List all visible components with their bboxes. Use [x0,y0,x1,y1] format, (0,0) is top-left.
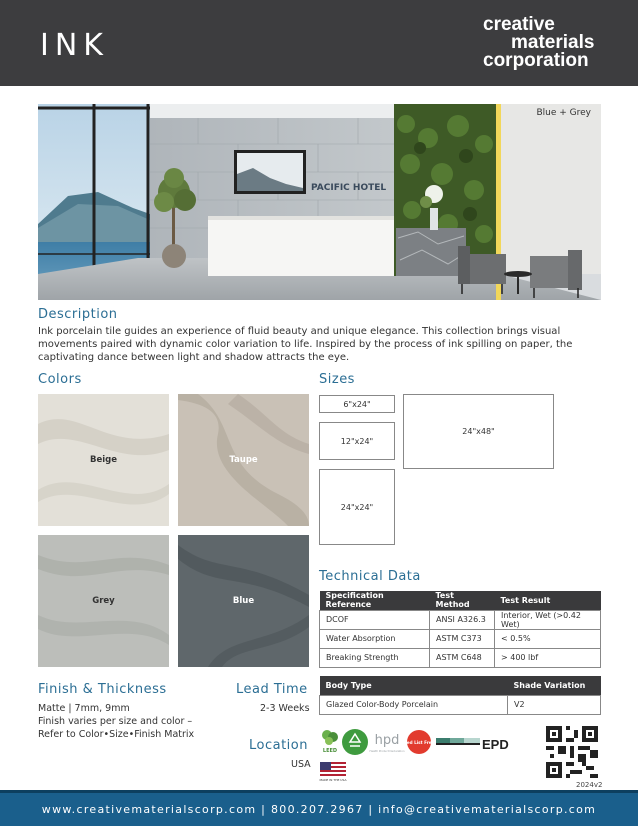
epd-logo-icon [436,735,522,753]
table-cell: > 400 lbf [495,648,601,667]
table-cell: ASTM C373 [430,629,495,648]
hpd-text: hpd [374,733,400,748]
swatch-beige [38,394,169,526]
lead-time-heading: Lead Time [236,682,308,697]
table-cell: Water Absorption [320,629,430,648]
finish-line-3: Refer to Color•Size•Finish Matrix [38,729,195,740]
qr-code-icon [546,726,598,778]
description-heading: Description [38,307,118,322]
recycle-logo-icon [341,728,369,756]
body-type-table [319,676,601,715]
lead-time-value: 2-3 Weeks [260,703,310,714]
swatch-grey [38,535,169,667]
table-cell: Glazed Color-Body Porcelain [320,695,508,714]
made-in-usa-text: MADE IN THE USA [319,778,347,782]
company-logo [483,16,594,70]
hero-caption: Blue + Grey [536,108,591,118]
finish-line-2: Finish varies per size and color – [38,716,193,727]
table-cell: ASTM C648 [430,648,495,667]
swatch-label: Beige [89,455,117,465]
technical-table [319,591,601,668]
swatch-taupe [178,394,309,526]
table-row [320,629,601,648]
finish-line-1: Matte | 7mm, 9mm [38,703,130,714]
logo-line-1: creative [483,14,555,35]
hero-image [38,104,601,300]
table-cell: Interior, Wet (>0.42 Wet) [495,610,601,629]
hpd-subtext: Health Product Declaration [369,750,405,753]
table-row [320,695,601,714]
table-header-row [320,591,601,610]
swatch-label: Grey [92,596,115,606]
red-list-text: Red List Free [403,740,435,745]
finish-heading: Finish & Thickness [38,682,167,697]
table-cell: Breaking Strength [320,648,430,667]
us-flag-icon [320,762,346,782]
location-heading: Location [249,738,308,753]
leed-logo-icon [320,728,340,754]
lobby-illustration [38,104,601,300]
hpd-logo-icon [370,728,404,756]
logo-line-3: corporation [483,50,589,71]
red-list-free-icon [403,729,435,755]
column-header: Body Type [320,676,508,695]
size-24x48: 24"x48" [403,394,554,469]
page-header [0,0,638,86]
logo-line-2: materials [511,32,595,53]
hotel-sign: PACIFIC HOTEL [311,183,387,193]
table-cell: V2 [508,695,601,714]
column-header: Shade Variation [508,676,601,695]
swatch-blue [178,535,309,667]
location-value: USA [291,759,311,770]
swatch-label: Taupe [229,455,258,465]
contact-info[interactable]: www.creativematerialscorp.com | 800.207.2967 | info@creativematerialscorp.com [41,803,597,816]
size-24x24: 24"x24" [319,469,395,545]
table-cell: ANSI A326.3 [430,610,495,629]
description-text: Ink porcelain tile guides an experience of fluid beauty and unique elegance. This collection brings visual movements paired with dynamic color variation to life. Inspired by the process of ink spilling on paper, the captivating dance between light and shadow attracts the eye. [38,326,573,363]
table-row [320,648,601,667]
table-header-row [320,676,601,695]
version-label: 2024v2 [576,781,603,789]
page-footer [0,790,638,826]
product-title: INK [40,28,109,63]
column-header: Test Result [495,591,601,610]
table-cell: < 0.5% [495,629,601,648]
size-6x24: 6"x24" [319,395,395,413]
column-header: Specification Reference [320,591,430,610]
colors-heading: Colors [38,372,82,387]
technical-heading: Technical Data [319,569,421,584]
leed-text: LEED [322,748,338,754]
table-row [320,610,601,629]
table-cell: DCOF [320,610,430,629]
sizes-heading: Sizes [319,372,355,387]
column-header: Test Method [430,591,495,610]
swatch-label: Blue [232,596,255,606]
epd-text: EPD [482,737,509,752]
size-12x24: 12"x24" [319,422,395,460]
